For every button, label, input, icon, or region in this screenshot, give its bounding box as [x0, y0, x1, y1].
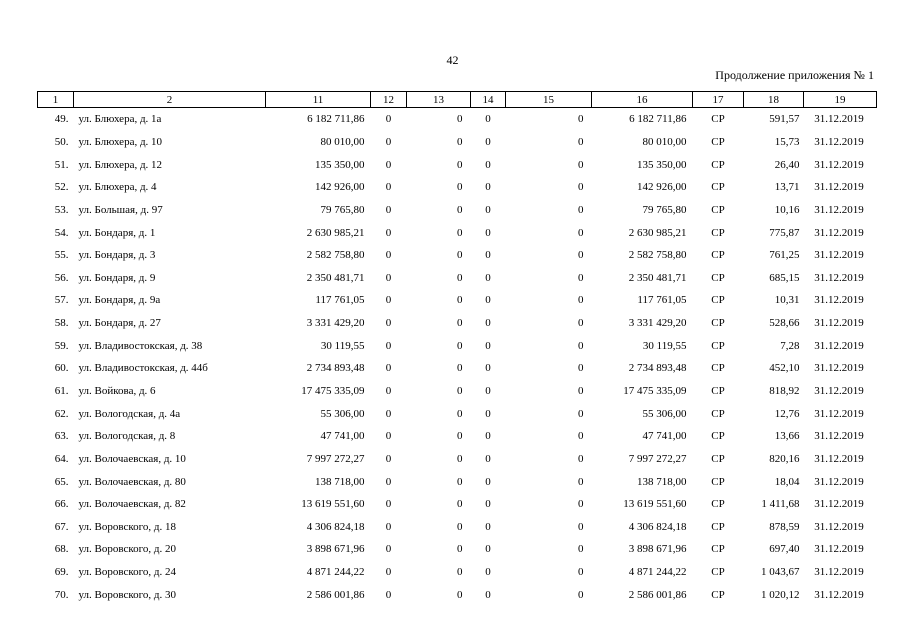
value-cell: 0	[485, 385, 491, 397]
value-cell: 0	[457, 452, 463, 465]
cost-cell: 17 475 335,09	[301, 385, 365, 397]
code-cell: СР	[711, 520, 725, 533]
row-number: 66.	[54, 498, 69, 511]
value-cell: 0	[578, 181, 584, 194]
date-cell: 31.12.2019	[814, 430, 864, 443]
code-cell: СР	[711, 181, 725, 194]
value-cell: 0	[578, 317, 584, 330]
address-cell: ул. Блюхера, д. 10	[78, 135, 163, 148]
cost-cell: 2 734 893,48	[306, 362, 365, 375]
column-header: 14	[471, 92, 506, 108]
appendix-label: Продолжение приложения № 1	[715, 68, 874, 82]
column-header: 16	[592, 92, 693, 108]
code-cell: СР	[711, 203, 725, 216]
amount-cell: 18,04	[774, 475, 800, 488]
value-cell: 0	[485, 271, 491, 284]
amount-cell: 820,16	[769, 452, 800, 465]
table-row	[38, 538, 877, 561]
table-body	[38, 108, 877, 607]
address-cell: ул. Бондаря, д. 9	[78, 271, 156, 284]
total-cell: 7 997 272,27	[628, 452, 687, 465]
row-number: 69.	[54, 566, 69, 579]
date-cell: 31.12.2019	[814, 566, 864, 579]
value-cell: 0	[485, 113, 491, 126]
code-cell: СР	[711, 430, 725, 443]
value-cell: 0	[457, 226, 463, 239]
row-number: 57.	[54, 294, 69, 307]
value-cell: 0	[485, 339, 491, 352]
amount-cell: 528,66	[769, 317, 800, 330]
code-cell: СР	[711, 407, 725, 420]
amount-cell: 12,76	[774, 407, 800, 420]
table-row	[38, 583, 877, 606]
page-number: 42	[446, 53, 459, 67]
value-cell: 0	[578, 158, 584, 171]
column-header: 11	[266, 92, 371, 108]
amount-cell: 10,31	[774, 294, 800, 307]
cost-cell: 117 761,05	[315, 294, 365, 307]
date-cell: 31.12.2019	[814, 543, 864, 556]
amount-cell: 7,28	[780, 339, 800, 352]
row-number: 50.	[54, 135, 69, 148]
cost-cell: 138 718,00	[315, 475, 365, 488]
value-cell: 0	[578, 249, 584, 262]
amount-cell: 818,92	[769, 385, 800, 397]
cost-cell: 7 997 272,27	[306, 452, 365, 465]
code-cell: СР	[711, 249, 725, 262]
date-cell: 31.12.2019	[814, 226, 864, 239]
address-cell: ул. Вологодская, д. 4а	[78, 407, 181, 420]
table-row	[38, 221, 877, 244]
value-cell: 0	[457, 317, 463, 330]
date-cell: 31.12.2019	[814, 498, 864, 511]
value-cell: 0	[385, 498, 392, 511]
code-cell: СР	[711, 452, 725, 465]
value-cell: 0	[385, 135, 392, 148]
column-header: 13	[407, 92, 471, 108]
address-cell: ул. Бондаря, д. 1	[78, 226, 156, 239]
total-cell: 2 630 985,21	[628, 226, 687, 239]
value-cell: 0	[485, 181, 491, 194]
cost-cell: 2 350 481,71	[306, 271, 365, 284]
value-cell: 0	[385, 452, 392, 465]
cost-cell: 30 119,55	[320, 339, 365, 352]
value-cell: 0	[385, 543, 392, 556]
table-row	[38, 425, 877, 448]
date-cell: 31.12.2019	[814, 203, 864, 216]
row-number: 60.	[54, 362, 69, 375]
value-cell: 0	[385, 430, 392, 443]
date-cell: 31.12.2019	[814, 385, 864, 397]
total-cell: 2 734 893,48	[628, 362, 687, 375]
row-number: 65.	[54, 475, 69, 488]
row-number: 68.	[54, 543, 69, 556]
value-cell: 0	[485, 158, 491, 171]
code-cell: СР	[711, 294, 725, 307]
total-cell: 4 871 244,22	[628, 566, 687, 579]
value-cell: 0	[457, 362, 463, 375]
table-row	[38, 561, 877, 584]
total-cell: 2 582 758,80	[628, 249, 687, 262]
value-cell: 0	[385, 339, 392, 352]
date-cell: 31.12.2019	[814, 158, 864, 171]
value-cell: 0	[578, 430, 584, 443]
cost-cell: 47 741,00	[320, 430, 365, 443]
table-row	[38, 108, 877, 131]
value-cell: 0	[457, 203, 463, 216]
value-cell: 0	[457, 135, 463, 148]
address-cell: ул. Воровского, д. 30	[78, 588, 176, 601]
value-cell: 0	[578, 362, 584, 375]
row-number: 67.	[54, 520, 69, 533]
value-cell: 0	[578, 543, 584, 556]
value-cell: 0	[485, 317, 491, 330]
row-number: 63.	[54, 430, 69, 443]
address-cell: ул. Блюхера, д. 1а	[78, 113, 162, 126]
code-cell: СР	[711, 317, 725, 330]
table-row	[38, 153, 877, 176]
amount-cell: 1 411,68	[761, 498, 800, 511]
value-cell: 0	[578, 588, 584, 601]
value-cell: 0	[385, 158, 392, 171]
value-cell: 0	[485, 407, 491, 420]
value-cell: 0	[457, 158, 463, 171]
table-row	[38, 266, 877, 289]
value-cell: 0	[457, 430, 463, 443]
value-cell: 0	[578, 294, 584, 307]
address-cell: ул. Бондаря, д. 27	[78, 317, 161, 330]
column-header: 1	[38, 92, 74, 108]
value-cell: 0	[578, 339, 584, 352]
value-cell: 0	[485, 520, 491, 533]
row-number: 49.	[54, 113, 69, 126]
amount-cell: 452,10	[769, 362, 800, 375]
row-number: 62.	[54, 407, 69, 420]
date-cell: 31.12.2019	[814, 588, 864, 601]
value-cell: 0	[457, 566, 463, 579]
row-number: 64.	[54, 452, 69, 465]
cost-cell: 4 306 824,18	[306, 520, 365, 533]
table-row	[38, 244, 877, 267]
date-cell: 31.12.2019	[814, 181, 864, 194]
value-cell: 0	[385, 588, 392, 601]
date-cell: 31.12.2019	[814, 135, 864, 148]
value-cell: 0	[457, 249, 463, 262]
value-cell: 0	[578, 566, 584, 579]
cost-cell: 55 306,00	[320, 407, 365, 420]
cost-cell: 80 010,00	[320, 135, 365, 148]
amount-cell: 10,16	[774, 203, 800, 216]
amount-cell: 1 020,12	[761, 588, 800, 601]
column-header: 18	[744, 92, 804, 108]
amount-cell: 13,66	[774, 430, 800, 443]
row-number: 55.	[54, 249, 69, 262]
total-cell: 17 475 335,09	[623, 385, 687, 397]
value-cell: 0	[457, 294, 463, 307]
cost-cell: 13 619 551,60	[301, 498, 365, 511]
value-cell: 0	[578, 407, 584, 420]
total-cell: 4 306 824,18	[628, 520, 687, 533]
date-cell: 31.12.2019	[814, 407, 864, 420]
code-cell: СР	[711, 135, 725, 148]
address-cell: ул. Блюхера, д. 12	[78, 158, 163, 171]
value-cell: 0	[457, 271, 463, 284]
amount-cell: 685,15	[769, 271, 800, 284]
value-cell: 0	[485, 588, 491, 601]
value-cell: 0	[385, 362, 392, 375]
code-cell: СР	[711, 362, 725, 375]
table-row	[38, 131, 877, 154]
value-cell: 0	[385, 475, 392, 488]
amount-cell: 26,40	[774, 158, 800, 171]
cost-cell: 3 898 671,96	[306, 543, 365, 556]
value-cell: 0	[485, 362, 491, 375]
column-header: 12	[371, 92, 407, 108]
address-cell: ул. Владивостокская, д. 38	[78, 339, 203, 352]
table-row	[38, 357, 877, 380]
value-cell: 0	[457, 339, 463, 352]
total-cell: 3 898 671,96	[628, 543, 687, 556]
address-cell: ул. Волочаевская, д. 10	[78, 452, 186, 465]
value-cell: 0	[485, 543, 491, 556]
column-header: 17	[693, 92, 744, 108]
total-cell: 135 350,00	[637, 158, 687, 171]
address-cell: ул. Вологодская, д. 8	[78, 430, 176, 443]
value-cell: 0	[457, 520, 463, 533]
amount-cell: 761,25	[769, 249, 800, 262]
date-cell: 31.12.2019	[814, 475, 864, 488]
value-cell: 0	[457, 385, 463, 397]
value-cell: 0	[578, 135, 584, 148]
table-row	[38, 176, 877, 199]
value-cell: 0	[578, 203, 584, 216]
address-cell: ул. Блюхера, д. 4	[78, 181, 157, 194]
amount-cell: 775,87	[769, 226, 800, 239]
date-cell: 31.12.2019	[814, 249, 864, 262]
total-cell: 55 306,00	[642, 407, 687, 420]
value-cell: 0	[485, 452, 491, 465]
table-row	[38, 312, 877, 335]
amount-cell: 878,59	[769, 520, 800, 533]
cost-cell: 79 765,80	[320, 203, 365, 216]
total-cell: 138 718,00	[637, 475, 687, 488]
address-cell: ул. Волочаевская, д. 80	[78, 475, 186, 488]
date-cell: 31.12.2019	[814, 113, 864, 126]
date-cell: 31.12.2019	[814, 339, 864, 352]
cost-cell: 6 182 711,86	[307, 113, 365, 126]
date-cell: 31.12.2019	[814, 317, 864, 330]
amount-cell: 591,57	[769, 113, 800, 126]
value-cell: 0	[457, 543, 463, 556]
value-cell: 0	[485, 430, 491, 443]
code-cell: СР	[711, 226, 725, 239]
table-row	[38, 289, 877, 312]
row-number: 58.	[54, 317, 69, 330]
table-row	[38, 448, 877, 471]
value-cell: 0	[578, 226, 584, 239]
value-cell: 0	[457, 407, 463, 420]
cost-cell: 2 582 758,80	[306, 249, 365, 262]
code-cell: СР	[711, 271, 725, 284]
value-cell: 0	[457, 588, 463, 601]
total-cell: 30 119,55	[642, 339, 687, 352]
code-cell: СР	[711, 498, 725, 511]
column-header-row	[38, 92, 877, 108]
cost-cell: 2 630 985,21	[306, 226, 365, 239]
amount-cell: 15,73	[774, 135, 800, 148]
cost-cell: 135 350,00	[315, 158, 365, 171]
code-cell: СР	[711, 385, 725, 397]
address-cell: ул. Бондаря, д. 9а	[78, 294, 161, 307]
address-cell: ул. Воровского, д. 20	[78, 543, 176, 556]
total-cell: 142 926,00	[637, 181, 687, 194]
value-cell: 0	[385, 294, 392, 307]
value-cell: 0	[578, 498, 584, 511]
amount-cell: 1 043,67	[761, 566, 800, 579]
value-cell: 0	[578, 452, 584, 465]
row-number: 59.	[54, 339, 69, 352]
total-cell: 3 331 429,20	[628, 317, 687, 330]
total-cell: 79 765,80	[642, 203, 687, 216]
total-cell: 6 182 711,86	[629, 113, 687, 126]
code-cell: СР	[711, 566, 725, 579]
code-cell: СР	[711, 588, 725, 601]
value-cell: 0	[385, 226, 392, 239]
table-row	[38, 493, 877, 516]
date-cell: 31.12.2019	[814, 294, 864, 307]
value-cell: 0	[578, 385, 584, 397]
value-cell: 0	[385, 407, 392, 420]
value-cell: 0	[385, 317, 392, 330]
code-cell: СР	[711, 475, 725, 488]
table-row	[38, 470, 877, 493]
column-header: 2	[74, 92, 266, 108]
cost-cell: 2 586 001,86	[306, 588, 365, 601]
value-cell: 0	[485, 226, 491, 239]
total-cell: 47 741,00	[642, 430, 687, 443]
value-cell: 0	[485, 498, 491, 511]
table-row	[38, 402, 877, 425]
cost-cell: 142 926,00	[315, 181, 365, 194]
address-cell: ул. Владивостокская, д. 44б	[78, 362, 208, 375]
date-cell: 31.12.2019	[814, 271, 864, 284]
row-number: 61.	[54, 385, 69, 397]
value-cell: 0	[457, 475, 463, 488]
date-cell: 31.12.2019	[814, 452, 864, 465]
table-row	[38, 199, 877, 222]
address-cell: ул. Большая, д. 97	[78, 203, 163, 216]
address-cell: ул. Волочаевская, д. 82	[78, 498, 186, 511]
table-row	[38, 516, 877, 539]
table-row	[38, 334, 877, 357]
cost-cell: 4 871 244,22	[306, 566, 365, 579]
address-cell: ул. Бондаря, д. 3	[78, 249, 156, 262]
value-cell: 0	[485, 566, 491, 579]
address-cell: ул. Войкова, д. 6	[78, 385, 156, 397]
column-header: 19	[804, 92, 877, 108]
value-cell: 0	[578, 113, 584, 126]
row-number: 70.	[54, 588, 69, 601]
date-cell: 31.12.2019	[814, 520, 864, 533]
row-number: 56.	[54, 271, 69, 284]
address-cell: ул. Воровского, д. 18	[78, 520, 176, 533]
value-cell: 0	[385, 113, 392, 126]
row-number: 54.	[54, 226, 69, 239]
row-number: 53.	[54, 203, 69, 216]
value-cell: 0	[385, 249, 392, 262]
total-cell: 13 619 551,60	[623, 498, 687, 511]
value-cell: 0	[578, 520, 584, 533]
value-cell: 0	[485, 294, 491, 307]
column-header: 15	[506, 92, 592, 108]
value-cell: 0	[385, 181, 392, 194]
value-cell: 0	[485, 249, 491, 262]
code-cell: СР	[711, 158, 725, 171]
total-cell: 2 350 481,71	[628, 271, 687, 284]
date-cell: 31.12.2019	[814, 362, 864, 375]
value-cell: 0	[385, 203, 392, 216]
row-number: 52.	[54, 181, 69, 194]
data-table	[37, 91, 877, 606]
total-cell: 117 761,05	[637, 294, 687, 307]
value-cell: 0	[385, 520, 392, 533]
value-cell: 0	[457, 498, 463, 511]
code-cell: СР	[711, 543, 725, 556]
value-cell: 0	[385, 271, 392, 284]
value-cell: 0	[457, 181, 463, 194]
value-cell: 0	[385, 566, 392, 579]
address-cell: ул. Воровского, д. 24	[78, 566, 176, 579]
value-cell: 0	[578, 475, 584, 488]
row-number: 51.	[54, 158, 69, 171]
value-cell: 0	[485, 203, 491, 216]
value-cell: 0	[485, 475, 491, 488]
value-cell: 0	[385, 385, 392, 397]
code-cell: СР	[711, 339, 725, 352]
total-cell: 80 010,00	[642, 135, 687, 148]
code-cell: СР	[711, 113, 725, 126]
amount-cell: 13,71	[774, 181, 800, 194]
value-cell: 0	[485, 135, 491, 148]
table-row	[38, 380, 877, 403]
amount-cell: 697,40	[769, 543, 800, 556]
value-cell: 0	[578, 271, 584, 284]
cost-cell: 3 331 429,20	[306, 317, 365, 330]
value-cell: 0	[457, 113, 463, 126]
total-cell: 2 586 001,86	[628, 588, 687, 601]
